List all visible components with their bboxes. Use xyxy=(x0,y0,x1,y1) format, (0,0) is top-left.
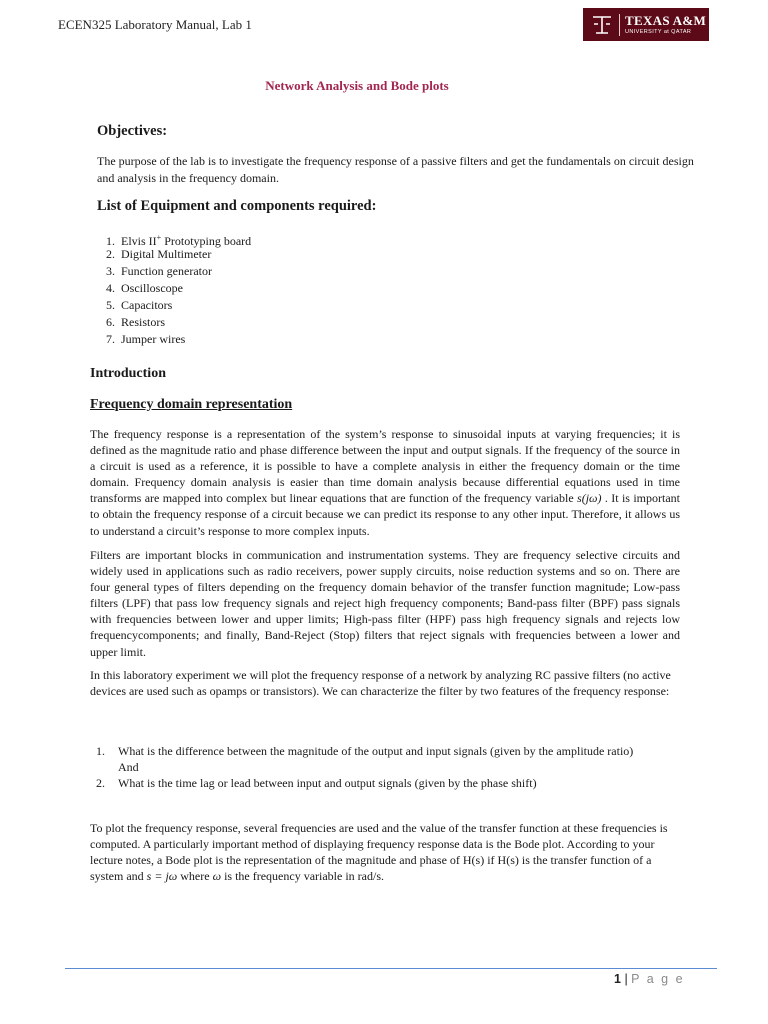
list-label: Digital Multimeter xyxy=(121,247,212,261)
paragraph-text: is the frequency variable in rad/s. xyxy=(221,869,384,884)
list-label-rest: Prototyping board xyxy=(161,234,252,248)
list-item xyxy=(96,743,686,775)
list-item xyxy=(96,775,686,791)
list-number: 1. xyxy=(106,234,115,248)
page-label: P a g e xyxy=(631,972,685,986)
introduction-heading: Introduction xyxy=(90,366,166,381)
logo-text: TEXAS A&M xyxy=(625,12,707,28)
math-expression: s(jω) xyxy=(577,491,602,506)
list-item xyxy=(106,297,251,314)
list-item xyxy=(106,314,251,331)
page-number: 1 xyxy=(614,972,621,986)
document-title: Network Analysis and Bode plots xyxy=(265,78,449,93)
list-number: 5. xyxy=(106,298,115,312)
list-label: Resistors xyxy=(121,315,166,329)
intro-paragraph-2: Filters are important blocks in communication and instrumentation systems. They are frequency selective circuits and widely used in applications such as radio receivers, power supply circuits, noise reduction systems and so on. There are four general types of filters depending on the frequency domain behavior of the transfer function magnitude; Low-pass filters (LPF) that pass low frequency signals and reject high frequency components; Band-pass filter (BPF) pass signals with frequencies between lower and upper limits; High-pass filter (HPF) pass high frequency signals and rejects low frequencycomponents; and finally, Band-Reject (Stop) filters that reject signals with frequencies between a lower and upper limit. xyxy=(90,548,680,659)
university-logo xyxy=(583,8,709,41)
list-label: Capacitors xyxy=(121,298,173,312)
list-item xyxy=(106,263,251,280)
paragraph-text: To plot the frequency response, several frequencies are used and the value of the transfer function at these frequencies is computed. A particularly important method of displaying frequency response data is the Bode plot. According to your lecture notes, a Bode plot is the representation of the magnitude and phase of H(s) if H(s) is the transfer function of a system and xyxy=(90,821,668,884)
math-expression: s = jω xyxy=(146,869,178,884)
objectives-text: The purpose of the lab is to investigate the frequency response of a passive filters and get the fundamentals on circuit design and analysis in the frequency domain. xyxy=(97,154,694,185)
atm-logo-icon xyxy=(589,13,615,37)
intro-paragraph-4 xyxy=(90,820,680,884)
list-number: 2. xyxy=(106,247,115,261)
logo-subtext: UNIVERSITY at QATAR xyxy=(625,28,692,35)
list-label: Jumper wires xyxy=(121,332,186,346)
math-expression: ω xyxy=(212,869,222,884)
list-label: Elvis II xyxy=(121,234,157,248)
logo-divider xyxy=(619,14,620,36)
list-number: 2. xyxy=(96,776,105,790)
header-title: ECEN325 Laboratory Manual, Lab 1 xyxy=(58,17,252,32)
list-item xyxy=(106,246,251,263)
list-label: Function generator xyxy=(121,264,212,278)
page-separator: | xyxy=(624,972,628,986)
equipment-list xyxy=(106,229,251,348)
paragraph-text: The frequency response is a representation of the system’s response to sinusoidal inputs at varying frequencies; it is defined as the magnitude ratio and phase difference between the input and output signals. If the frequency of the source in a circuit is used as a reference, it is possible to have a complete analysis in either the frequency domain or the time domain. Frequency domain analysis is easier than time domain analysis because differential equations used in time transforms are mapped into complex but linear equations that are function of the frequency variable xyxy=(90,427,680,506)
list-label: Oscilloscope xyxy=(121,281,183,295)
paragraph-text: where xyxy=(177,869,213,884)
list-number: 4. xyxy=(106,281,115,295)
list-label: What is the difference between the magnitude of the output and input signals (given by the amplitude ratio) xyxy=(118,744,634,758)
list-item xyxy=(106,331,251,348)
list-number: 3. xyxy=(106,264,115,278)
equipment-heading: List of Equipment and components required: xyxy=(97,198,377,214)
paragraph-text: . It is important to obtain the frequency response of a circuit because we can predict its response to any other input. Therefore, it allows us to understand a circuit’s response to more complex inputs. xyxy=(90,491,680,538)
list-item xyxy=(106,280,251,297)
frequency-domain-heading: Frequency domain representation xyxy=(90,397,293,412)
page-footer xyxy=(614,972,685,986)
list-number: 1. xyxy=(96,744,105,758)
list-number: 6. xyxy=(106,315,115,329)
footer-divider xyxy=(65,968,717,969)
question-list xyxy=(96,743,686,791)
list-label: What is the time lag or lead between input and output signals (given by the phase shift) xyxy=(118,776,537,790)
intro-paragraph-3: In this laboratory experiment we will plot the frequency response of a network by analyzing RC passive filters (no active devices are used such as opamps or transistors). We can characterize the filter by two features of the frequency response: xyxy=(90,668,671,699)
objectives-heading: Objectives: xyxy=(97,123,168,139)
list-superscript: + xyxy=(156,233,162,242)
intro-paragraph-1 xyxy=(90,426,680,539)
list-item xyxy=(106,229,251,246)
list-number: 7. xyxy=(106,332,115,346)
list-sublabel: And xyxy=(118,760,139,774)
